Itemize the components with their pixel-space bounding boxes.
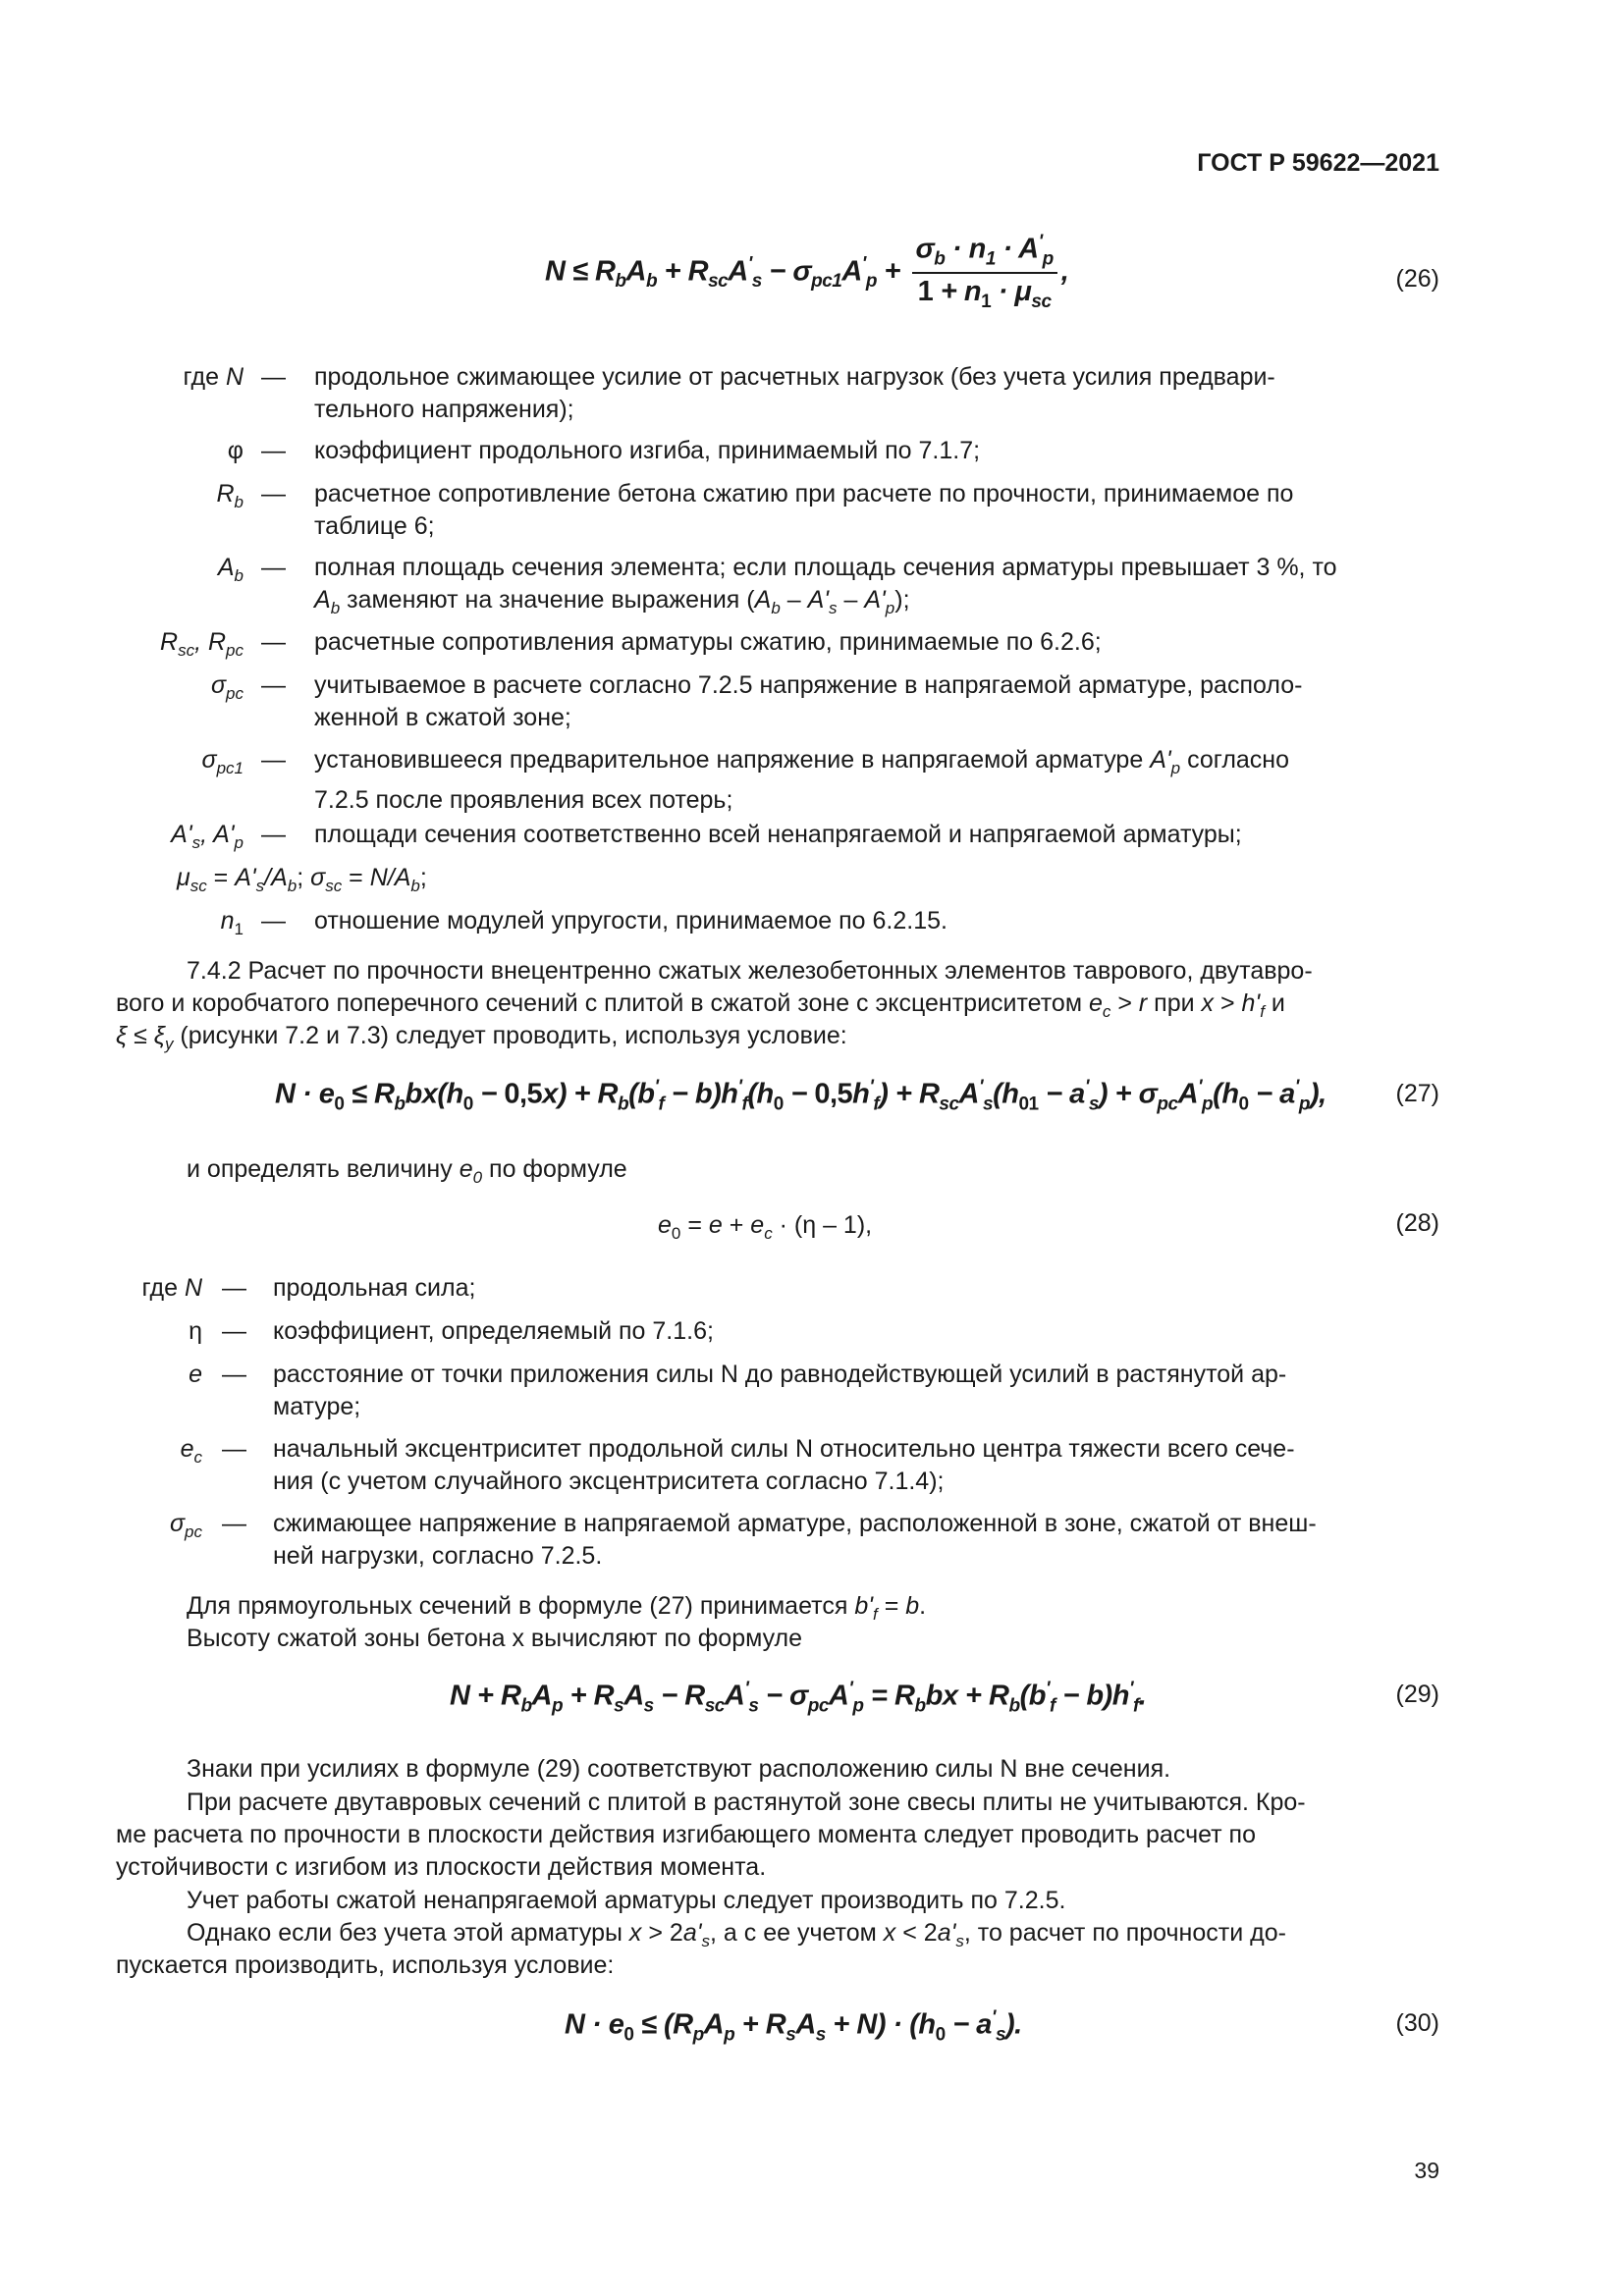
def-sigma-pc1-text: установившееся предварительное напряжение в напрягаемой арматуре $A'_p$ согласно 7.2.5 после проявления всех потерь; [314,746,1290,814]
equation-28-number: (28) [1395,1209,1439,1237]
def-dash: — [222,1510,246,1537]
equation-26: $N \le R_bA_b + R_{sc}A'_s - \sigma_{pc1}A'_p$ + $\frac{\sigma_b \cdot n_1 \cdot A'_p}{1 + n_1 \cdot \mu_{sc}}$ , [545,232,1069,313]
standard-designation: ГОСТ Р 59622—2021 [1197,149,1439,177]
def2-symbol-ec: $e_c$ [180,1435,202,1467]
def-Rsc-text: расчетные сопротивления арматуры сжатию, принимаемые по 6.2.6; [314,628,1102,656]
def2-e-text: расстояние от точки приложения силы N до равнодействующей усилий в растянутой ар- матуре; [273,1361,1287,1420]
equation-29-number: (29) [1395,1681,1439,1708]
def-dash: — [261,480,286,507]
def-symbol-Ab: $A_b$ [217,554,244,585]
def2-symbol-eta: η [189,1317,202,1345]
text-ibeam-3: устойчивости с изгибом из плоскости действия момента. [116,1853,767,1881]
para-742-line1: 7.4.2 Расчет по прочности внецентренно сжатых железобетонных элементов таврового, двутавро- [187,957,1313,985]
text-however-2: пускается производить, используя условие: [116,1951,615,1979]
def-symbol-N: где N [183,363,244,391]
para-e0-intro: и определять величину $e_0$ по формуле [187,1155,627,1187]
text-account: Учет работы сжатой ненапрягаемой арматуры следует производить по 7.2.5. [187,1887,1066,1914]
def-As-Ap-text: площади сечения соответственно всей ненапрягаемой и напрягаемой арматуры; [314,821,1242,848]
page-number: 39 [1414,2158,1439,2183]
def2-symbol-e: e [189,1361,202,1388]
def-dash: — [261,907,286,934]
def-dash: — [261,821,286,848]
def-dash: — [261,746,286,774]
para-742-line2: вого и коробчатого поперечного сечений с плитой в сжатой зоне с эксцентриситетом $e_c > r$ при $x > h'_f$ и [116,989,1285,1021]
def-dash: — [222,1317,246,1345]
def-Ab-text: полная площадь сечения элемента; если площадь сечения арматуры превышает 3 %, то $A_b$ заменяют на значение выражения $(A_b - A'_s - A'_p)$; [314,554,1337,617]
equation-30: $N \cdot e_0 \le (R_pA_p + R_sA_s + N) \cdot (h_0 - a'_s)$. [565,2007,1022,2046]
def-dash: — [261,437,286,464]
def-dash: — [222,1274,246,1302]
equation-30-number: (30) [1395,2009,1439,2037]
def-dash: — [261,554,286,581]
equation-26-number: (26) [1395,265,1439,293]
def-symbol-sigma-pc1: $\sigma_{pc1}$ [201,746,244,777]
def2-symbol-N: где N [141,1274,202,1302]
def-dash: — [261,671,286,699]
text-signs: Знаки при усилиях в формуле (29) соответствуют расположению силы N вне сечения. [187,1755,1171,1783]
text-ibeam-1: При расчете двутавровых сечений с плитой в растянутой зоне свесы плиты не учитываются. Кро- [187,1789,1306,1816]
def2-ec-text: начальный эксцентриситет продольной силы N относительно центра тяжести всего сече- ния (с учетом случайного эксцентриситета согласно 7.1.4); [273,1435,1295,1495]
def-symbol-Rsc-Rpc: $R_{sc}$, $R_{pc}$ [160,628,244,660]
def-symbol-As-Ap: $A'_s$, $A'_p$ [171,821,244,852]
text-rect-sections: Для прямоугольных сечений в формуле (27) принимается $b'_f = b$. [187,1592,927,1624]
def-phi-text: коэффициент продольного изгиба, принимаемый по 7.1.7; [314,437,981,464]
def-dash: — [261,363,286,391]
def-symbol-phi: φ [227,437,244,464]
equation-28: $e_0 = e + e_c \cdot (\eta - 1)$, [658,1211,873,1243]
equation-27: $N \cdot e_0 \le R_bbx(h_0 - 0,5x) + R_b(b'_f - b)h'_f(h_0 - 0,5h'_f) + R_{sc}A'_s(h_{01} - a'_s) + \sigma_{pc}A'_p(h_0 - a'_p)$, [275,1077,1326,1115]
def2-sigma-pc-text: сжимающее напряжение в напрягаемой арматуре, расположенной в зоне, сжатой от внеш- ней нагрузки, согласно 7.2.5. [273,1510,1317,1570]
text-however-1: Однако если без учета этой арматуры $x > 2a'_s$, а с ее учетом $x < 2a'_s$, то расчет по прочности до- [187,1919,1286,1950]
def-symbol-n1: $n_1$ [220,907,244,938]
def-Rb-text: расчетное сопротивление бетона сжатию при расчете по прочности, принимаемое по таблице 6; [314,480,1294,540]
def-dash: — [222,1361,246,1388]
def2-symbol-sigma-pc: $\sigma_{pc}$ [169,1510,202,1541]
def-n1-text: отношение модулей упругости, принимаемое по 6.2.15. [314,907,947,934]
def-dash: — [261,628,286,656]
def-symbol-Rb: $R_b$ [216,480,244,511]
def-mu-sc: $\mu_{sc} = A'_s/A_b$; $\sigma_{sc} = N/A_b$; [177,864,427,895]
def-sigma-pc-text: учитываемое в расчете согласно 7.2.5 напряжение в напрягаемой арматуре, располо- женной в сжатой зоне; [314,671,1303,731]
def2-eta-text: коэффициент, определяемый по 7.1.6; [273,1317,714,1345]
def2-N-text: продольная сила; [273,1274,476,1302]
equation-27-number: (27) [1395,1080,1439,1107]
text-ibeam-2: ме расчета по прочности в плоскости действия изгибающего момента следует проводить расчет по [116,1821,1256,1848]
def-N-text: продольное сжимающее усилие от расчетных нагрузок (без учета усилия предвари- тельного напряжения); [314,363,1275,423]
equation-29: $N + R_bA_p + R_sA_s - R_{sc}A'_s - \sigma_{pc}A'_p = R_bbx + R_b(b'_f - b)h'_f$. [450,1679,1147,1717]
text-compression-height: Высоту сжатой зоны бетона x вычисляют по формуле [187,1625,803,1652]
def-symbol-sigma-pc: $\sigma_{pc}$ [210,671,244,703]
def-dash: — [222,1435,246,1463]
para-742-line3: $\xi \le \xi_y$ (рисунки 7.2 и 7.3) следует проводить, используя условие: [116,1022,847,1053]
